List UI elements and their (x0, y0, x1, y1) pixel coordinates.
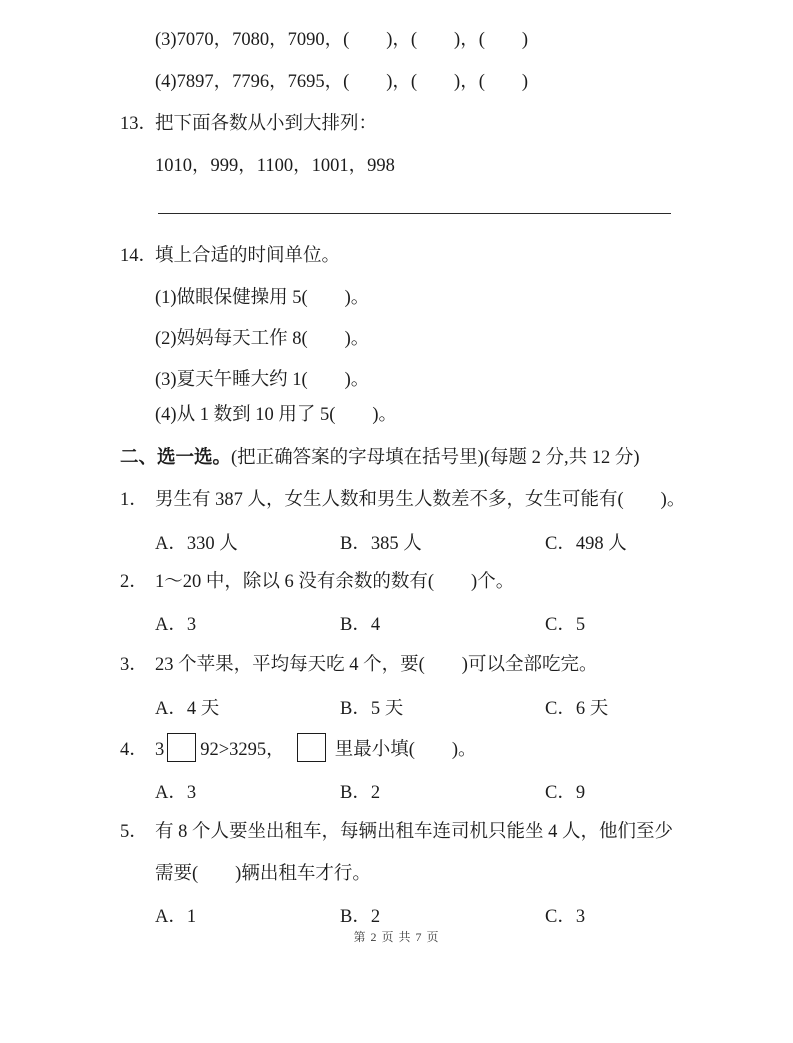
subitem-text: (2)妈妈每天工作 8( )。 (155, 329, 370, 349)
option-c: C．6 天 (545, 699, 609, 719)
answer-blank-line (158, 191, 671, 214)
option-a: A．4 天 (155, 699, 220, 719)
question-text-line1: 有 8 个人要坐出租车，每辆出租车连司机只能坐 4 人，他们至少 (155, 822, 674, 842)
mc-question-1-options (0, 529, 793, 556)
question-number: 4． (120, 740, 148, 760)
option-c: C．5 (545, 615, 586, 635)
question-text: 填上合适的时间单位。 (155, 246, 341, 266)
question-number: 1． (120, 490, 148, 510)
mc-question-5-options (0, 902, 793, 929)
question-text-post: 里最小填( )。 (334, 740, 477, 760)
mc-question-3-options (0, 694, 793, 721)
question-number: 2． (120, 572, 148, 592)
mc-question-4 (120, 733, 477, 764)
question-14-subitem-4 (155, 402, 397, 429)
question-text-mid: 92>3295， (200, 740, 285, 760)
question-text: 把下面各数从小到大排列： (155, 114, 378, 134)
option-a: A．1 (155, 907, 197, 927)
sequence-text: (3)7070，7080，7090，( )，( )，( ) (155, 30, 529, 50)
question-number: 5． (120, 822, 148, 842)
question-text: 23 个苹果，平均每天吃 4 个，要( )可以全部吃完。 (155, 655, 598, 675)
question-14 (120, 243, 340, 270)
option-a: A．330 人 (155, 534, 238, 554)
option-b: B．2 (340, 907, 381, 927)
sequence-text: (4)7897，7796，7695，( )，( )，( ) (155, 72, 529, 92)
question-number: 3． (120, 655, 148, 675)
option-c: C．498 人 (545, 534, 627, 554)
mc-question-2-options (0, 610, 793, 637)
fill-sequence-item-3 (155, 27, 528, 54)
question-13 (120, 111, 377, 138)
mc-question-1 (120, 487, 685, 514)
page-footer: 第 2 页 共 7 页 (353, 930, 440, 944)
mc-question-5 (120, 819, 673, 846)
subitem-text: (3)夏天午睡大约 1( )。 (155, 370, 370, 390)
section-title: 二、选一选。 (120, 448, 232, 468)
option-b: B．2 (340, 783, 381, 803)
blank-box (297, 733, 326, 762)
numbers-list: 1010，999，1100，1001，998 (155, 156, 395, 176)
mc-question-3 (120, 652, 597, 679)
question-text-line2: 需要( )辆出租车才行。 (155, 864, 371, 884)
option-a: A．3 (155, 615, 197, 635)
mc-question-5-line2 (155, 861, 371, 888)
question-number: 13． (120, 114, 158, 134)
question-text: 1～20 中，除以 6 没有余数的数有( )个。 (155, 572, 515, 592)
question-13-numbers (155, 153, 395, 180)
option-b: B．385 人 (340, 534, 422, 554)
subitem-text: (4)从 1 数到 10 用了 5( )。 (155, 405, 398, 425)
option-a: A．3 (155, 783, 197, 803)
mc-question-4-options (0, 778, 793, 805)
mc-question-2 (120, 569, 514, 596)
question-14-subitem-1 (155, 285, 369, 312)
option-b: B．5 天 (340, 699, 404, 719)
question-14-subitem-3 (155, 367, 369, 394)
option-c: C．3 (545, 907, 586, 927)
question-number: 14． (120, 246, 158, 266)
blank-box (167, 733, 196, 762)
section-2-heading (120, 445, 640, 472)
section-note: (把正确答案的字母填在括号里)(每题 2 分,共 12 分) (231, 448, 640, 468)
fill-sequence-item-4 (155, 69, 528, 96)
option-b: B．4 (340, 615, 381, 635)
question-text-pre: 3 (155, 740, 165, 760)
question-14-subitem-2 (155, 326, 369, 353)
question-text: 男生有 387 人，女生人数和男生人数差不多，女生可能有( )。 (155, 490, 686, 510)
option-c: C．9 (545, 783, 586, 803)
subitem-text: (1)做眼保健操用 5( )。 (155, 288, 370, 308)
